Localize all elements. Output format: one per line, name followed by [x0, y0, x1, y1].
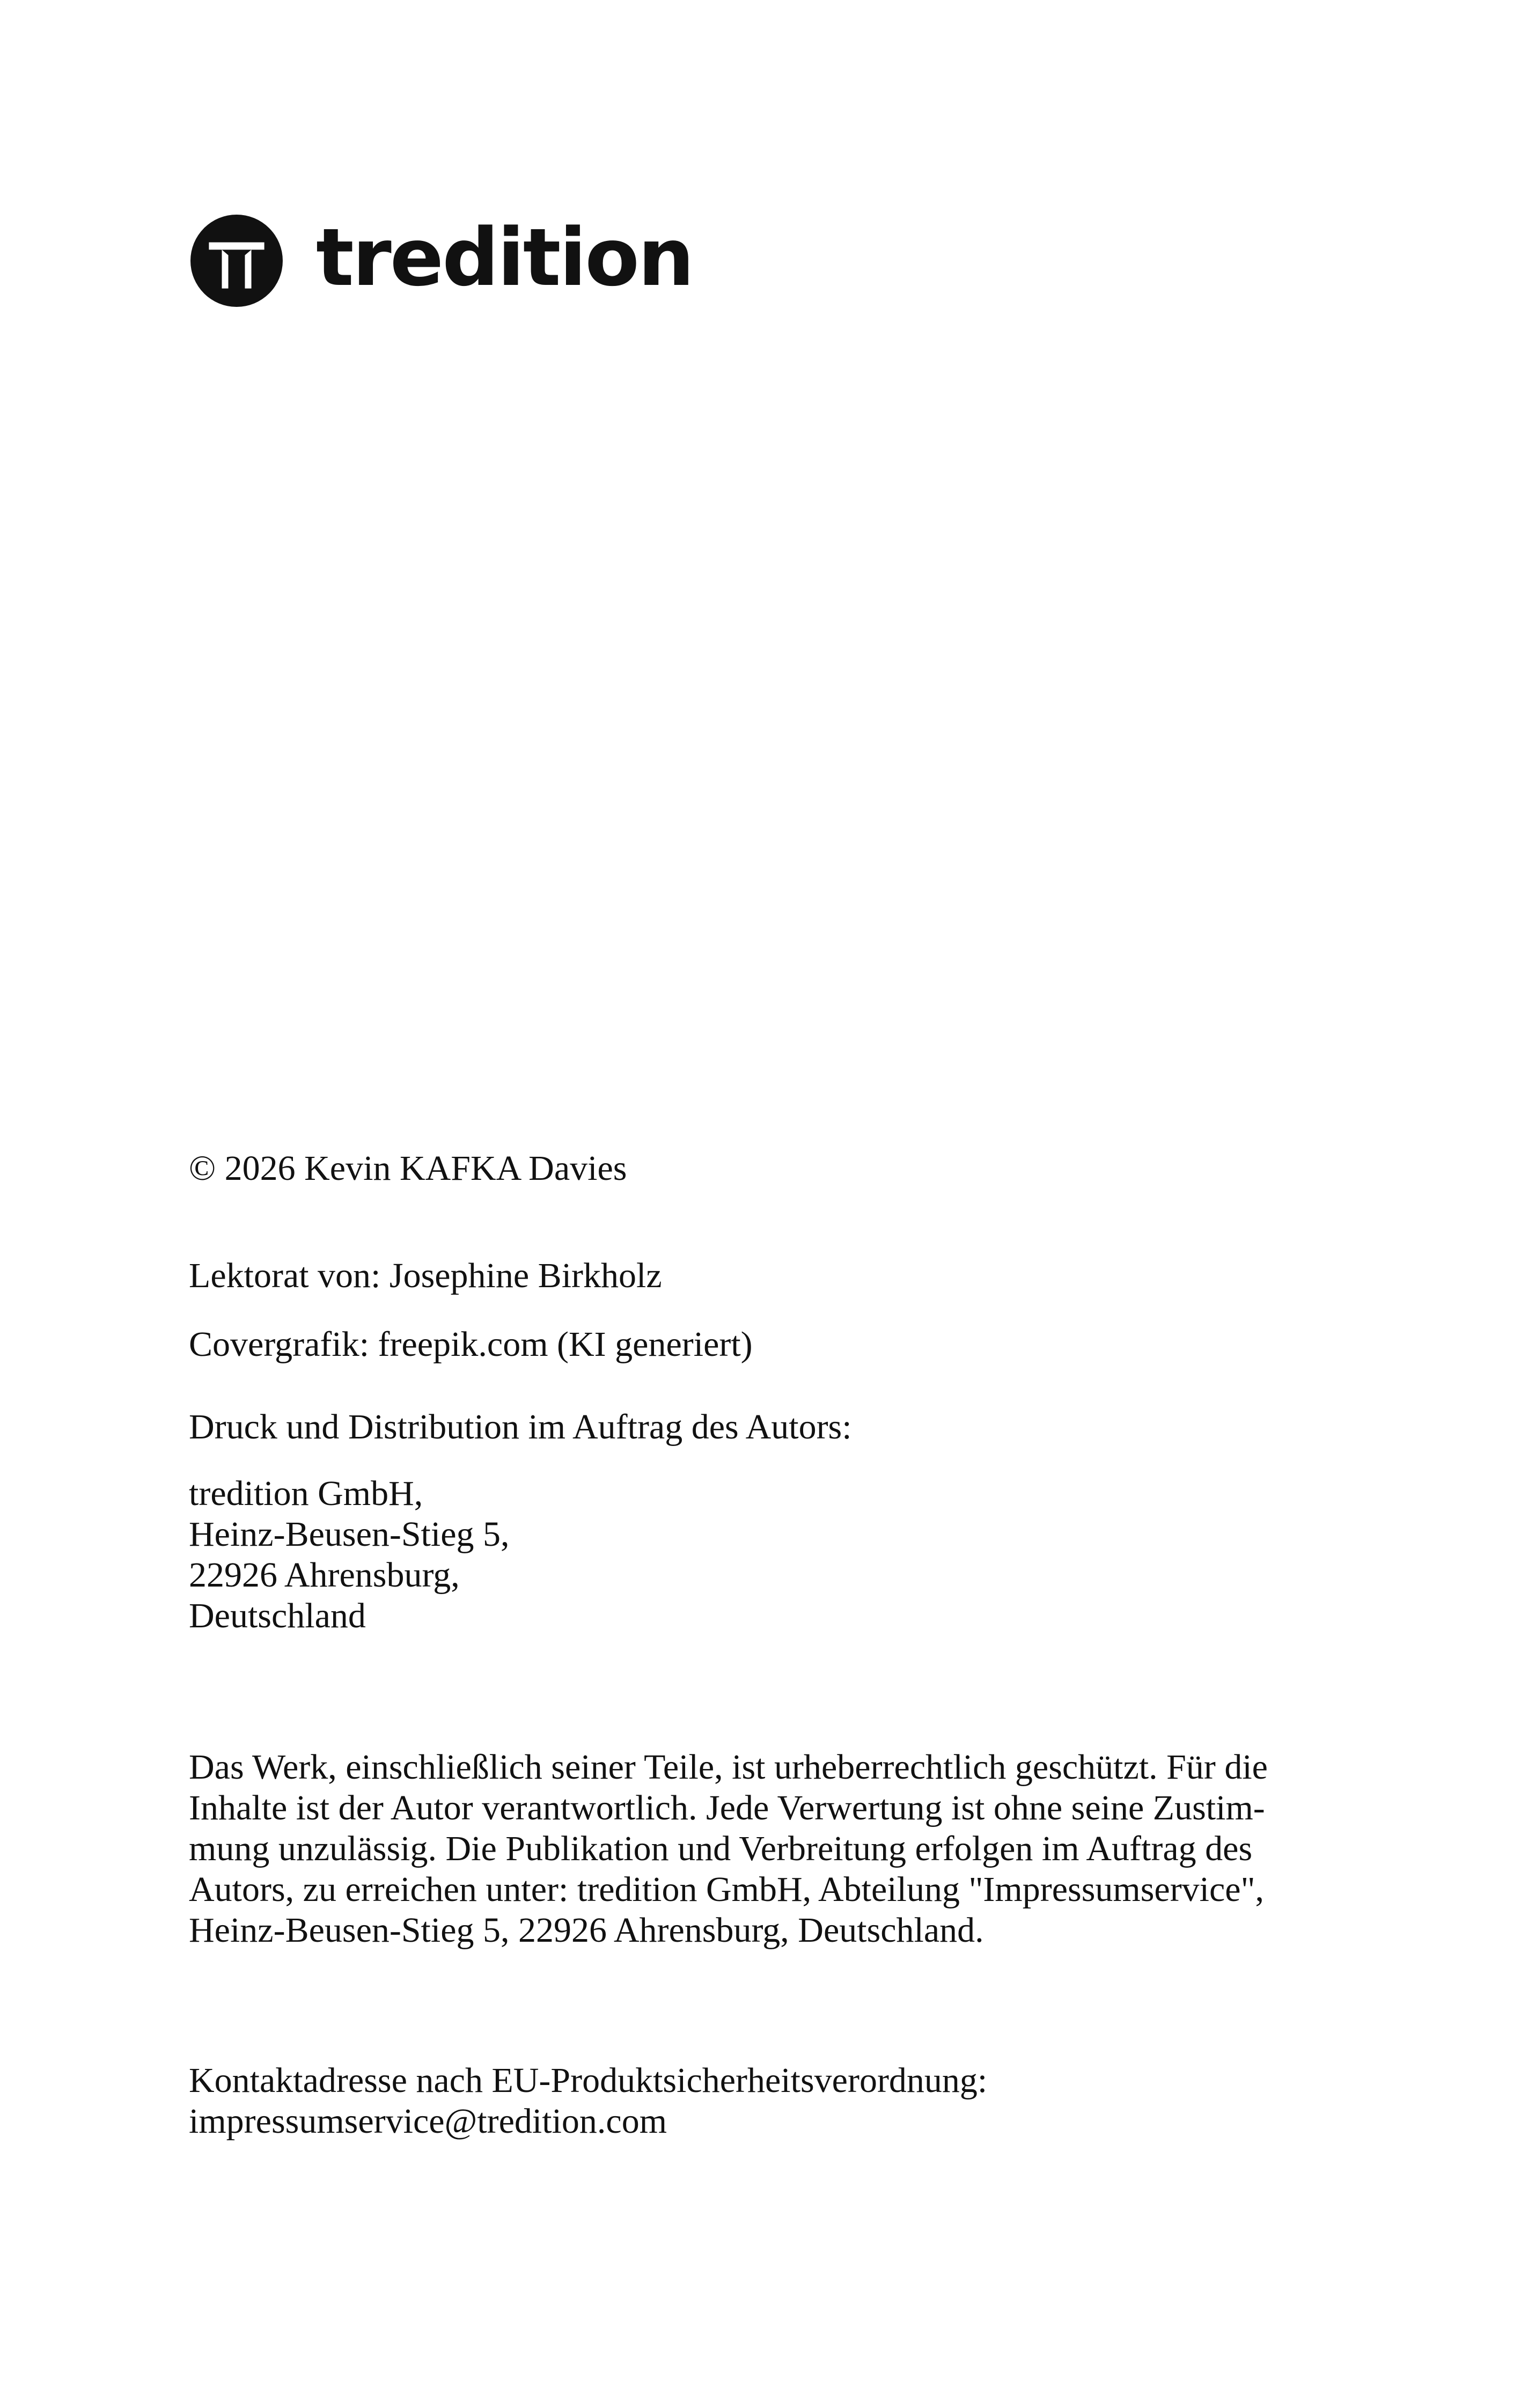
address-line: Heinz-Beusen-Stieg 5,	[189, 1515, 510, 1554]
copyright-line: © 2026 Kevin KAFKA Davies	[189, 1149, 627, 1188]
logo-wordmark: tredition	[316, 211, 693, 304]
address-line: tredition GmbH,	[189, 1474, 423, 1513]
address-line: 22926 Ahrensburg,	[189, 1555, 460, 1595]
address-line: Deutschland	[189, 1596, 366, 1635]
contact-email: impressumservice@tredition.com	[189, 2102, 667, 2141]
contact-label: Kontaktadresse nach EU-Produktsicherheitsverordnung:	[189, 2061, 988, 2100]
legal-line: Das Werk, einschließlich seiner Teile, ist urheberrechtlich geschützt. Für die	[189, 1748, 1268, 1787]
contact-block	[189, 2060, 1337, 2142]
legal-line: Inhalte ist der Autor verantwortlich. Jede Verwertung ist ohne seine Zustim-	[189, 1788, 1265, 1827]
publisher-logo	[190, 211, 693, 307]
legal-line: Autors, zu erreichen unter: tredition GmbH, Abteilung "Impressumservice",	[189, 1870, 1265, 1909]
distribution-line: Druck und Distribution im Auftrag des Autors:	[189, 1407, 852, 1447]
legal-line: Heinz-Beusen-Stieg 5, 22926 Ahrensburg, Deutschland.	[189, 1911, 984, 1950]
publisher-address	[189, 1473, 1337, 1636]
legal-line: mung unzulässig. Die Publikation und Verbreitung erfolgen im Auftrag des	[189, 1829, 1253, 1868]
cover-graphic-line: Covergrafik: freepik.com (KI generiert)	[189, 1325, 753, 1364]
tredition-logo-icon	[190, 215, 283, 307]
editor-line: Lektorat von: Josephine Birkholz	[189, 1256, 662, 1295]
copyright-notice	[189, 1747, 1337, 1951]
imprint-block	[189, 1148, 1337, 2142]
